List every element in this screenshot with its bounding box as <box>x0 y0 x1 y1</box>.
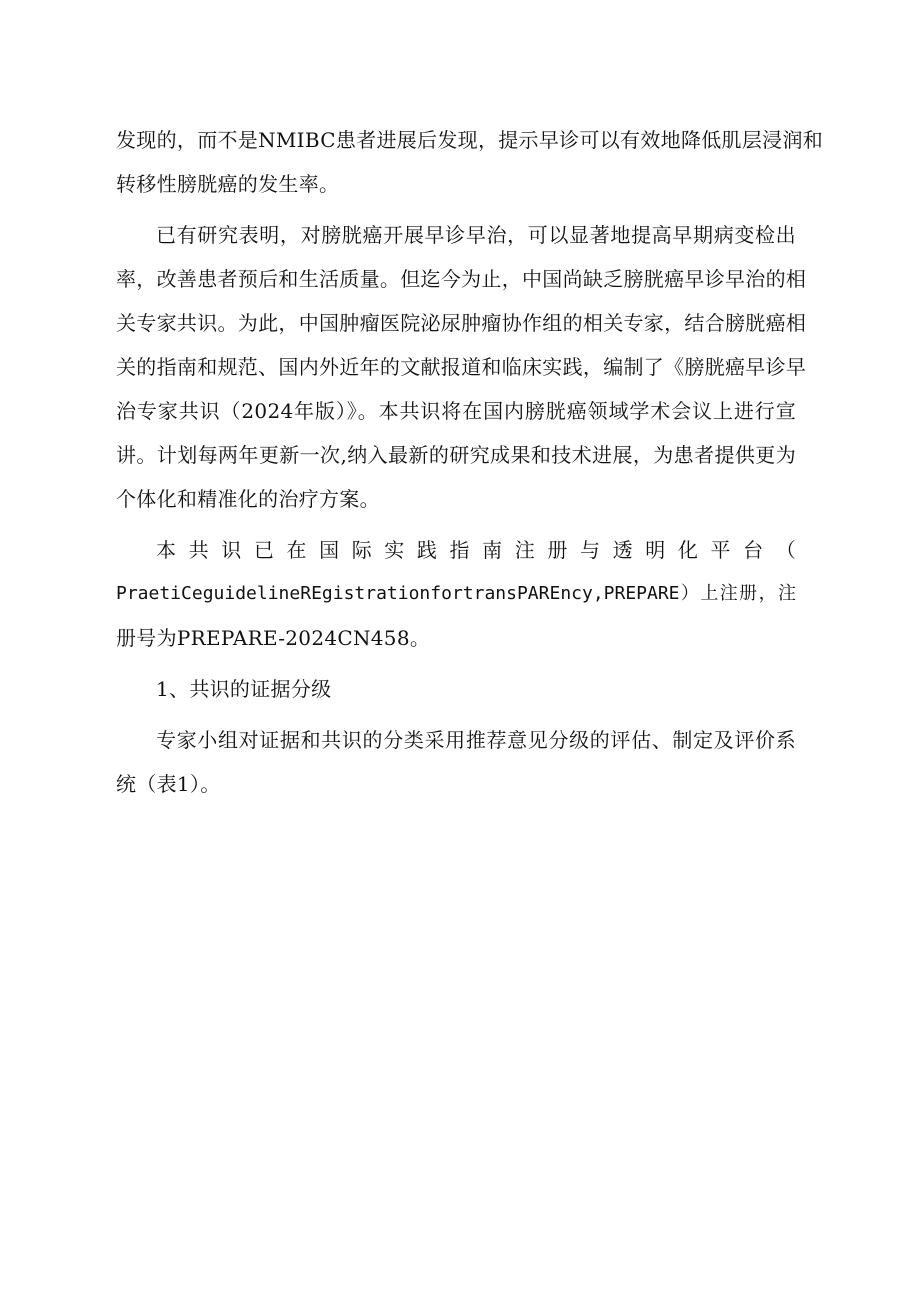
document-body <box>116 118 824 813</box>
text-line: 关专家共识。为此，中国肿瘤医院泌尿肿瘤协作组的相关专家，结合膀胱癌相 <box>116 311 807 335</box>
section-heading: 1、共识的证据分级 <box>156 677 332 701</box>
text-line: 册号为PREPARE-2024CN458。 <box>116 626 431 650</box>
paragraph-intro <box>116 118 824 206</box>
text-line: 本共识已在国际实践指南注册与透明化平台（ <box>156 538 796 562</box>
text-line: 转移性膀胱癌的发生率。 <box>116 172 340 196</box>
text-line: 率，改善患者预后和生活质量。但迄今为止，中国尚缺乏膀胱癌早诊早治的相 <box>116 267 807 291</box>
text-line: 关的指南和规范、国内外近年的文献报道和临床实践，编制了《膀胱癌早诊早 <box>116 355 807 379</box>
text-line: 统（表1）。 <box>116 772 221 796</box>
text-line: 专家小组对证据和共识的分类采用推荐意见分级的评估、制定及评价系 <box>156 728 796 752</box>
text-line: 已有研究表明，对膀胱癌开展早诊早治，可以显著地提高早期病变检出 <box>156 223 796 247</box>
text-line: 个体化和精准化的治疗方案。 <box>116 487 380 511</box>
text-line: 讲。计划每两年更新一次,纳入最新的研究成果和技术进展，为患者提供更为 <box>116 443 796 467</box>
text-line: PraetiCeguidelineREgistrationfortransPAREncy,PREPARE）上注册，注 <box>116 583 796 604</box>
paragraph-evidence <box>116 718 796 806</box>
text-line: 治专家共识（2024年版）》。本共识将在国内膀胱癌领域学术会议上进行宣 <box>116 399 796 423</box>
paragraph-research <box>116 213 807 521</box>
paragraph-registration <box>116 528 796 660</box>
text-line: 发现的，而不是NMIBC患者进展后发现，提示早诊可以有效地降低肌层浸润和 <box>116 128 824 152</box>
